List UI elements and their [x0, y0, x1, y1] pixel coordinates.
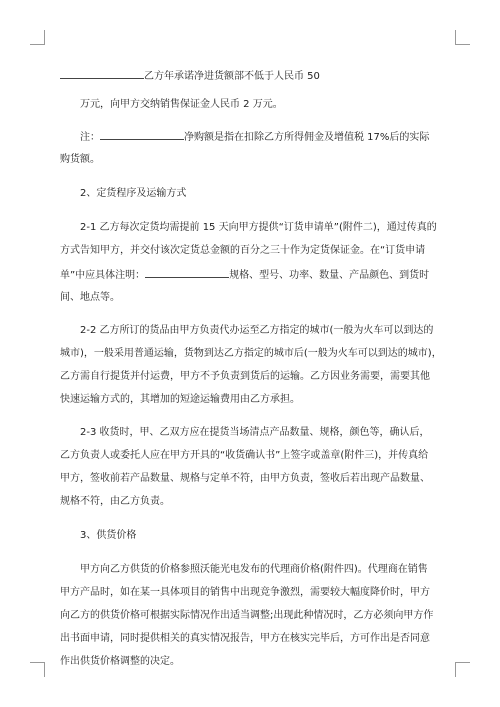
document-body — [60, 65, 442, 667]
crop-mark-bottom-right — [455, 662, 470, 677]
paragraph-line: 购货额。 — [60, 154, 100, 165]
crop-mark-top-right — [455, 30, 470, 45]
paragraph-line: 出书面申请，同时提供相关的真实情况报告，甲方在核实完毕后，方可作出是否同意 — [60, 633, 430, 644]
paragraph-line: 乙方需自行提货并付运费，甲方不予负责到货后的运输。乙方因业务需要，需要其他 — [60, 371, 430, 382]
section-heading: 2、定货程序及运输方式 — [80, 188, 187, 199]
fill-blank — [100, 129, 184, 140]
paragraph-line: 单”中应具体注明： 规格、型号、功率、数量、产品颜色、到货时 — [60, 267, 442, 283]
paragraph-line: 向乙方的供货价格可根据实际情况作出适当调整;出现此种情况时，乙方必须向甲方作 — [60, 610, 434, 621]
paragraph-line: 乙方年承诺净进货额部不低于人民币 50 — [60, 68, 442, 84]
paragraph-line: 间、地点等。 — [60, 292, 120, 303]
paragraph-line: 2-2 乙方所订的货品由甲方负责代办运至乙方指定的城市(一般为火车可以到达的 — [80, 325, 434, 336]
paragraph-line: 作出供货价格调整的决定。 — [60, 656, 180, 667]
section-heading: 3、供货价格 — [80, 530, 137, 541]
paragraph-line: 乙方负责人或委托人应在甲方开具的“收货确认书”上签字或盖章(附件三)，并传真给 — [60, 450, 429, 461]
fill-blank — [145, 267, 229, 278]
paragraph-line: 甲方产品时，如在某一具体项目的销售中出现竞争激烈，需要较大幅度降价时，甲方 — [60, 587, 430, 598]
paragraph-line: 甲方向乙方供货的价格参照沃能光电发布的代理商价格(附件四)。代理商在销售 — [80, 564, 428, 575]
paragraph-line: 2-1 乙方每次定货均需提前 15 天向甲方提供“订货申请单”(附件二)，通过传真的 — [80, 222, 437, 233]
paragraph-line: 2-3 收货时，甲、乙双方应在提货当场清点产品数量、规格，颜色等，确认后， — [80, 427, 430, 438]
crop-mark-top-left — [30, 30, 45, 45]
paragraph-line: 规格不符，由乙方负责。 — [60, 496, 170, 507]
paragraph-line: 甲方，签收前若产品数量、规格与定单不符，由甲方负责，签收后若出现产品数量、 — [60, 473, 430, 484]
fill-blank — [60, 68, 144, 79]
crop-mark-bottom-left — [30, 662, 45, 677]
paragraph-line: 快速运输方式的，其增加的短途运输费用由乙方承担。 — [60, 394, 300, 405]
paragraph-line: 万元，向甲方交纳销售保证金人民币 2 万元。 — [80, 99, 283, 110]
paragraph-line: 方式告知甲方，并交付该次定货总金额的百分之三十作为定货保证金。在“订货申请 — [60, 245, 426, 256]
paragraph-line: 注： 净购额是指在扣除乙方所得佣金及增值税 17%后的实际 — [80, 129, 462, 145]
paragraph-line: 城市)，一般采用普通运输，货物到达乙方指定的城市后(一般为火车可以到达的城市)， — [60, 348, 442, 359]
